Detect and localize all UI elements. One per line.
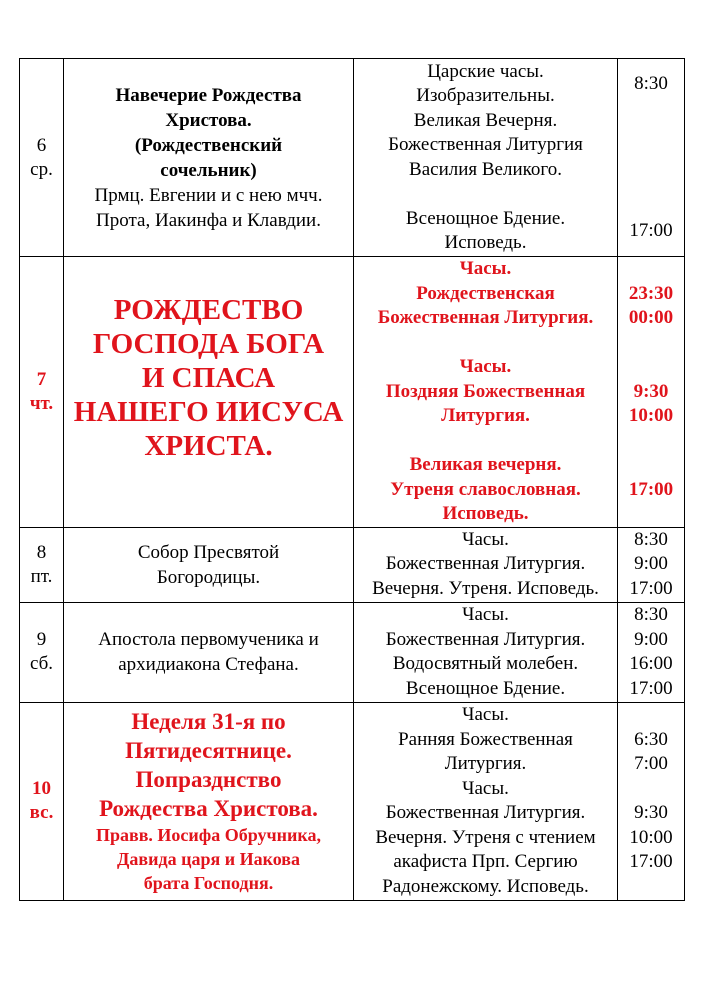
times-cell	[618, 59, 685, 257]
service-line: акафиста Прп. Сергию	[393, 851, 578, 872]
table-row	[20, 257, 685, 528]
service-line: Часы.	[459, 258, 512, 279]
time-value: 17:00	[629, 677, 673, 699]
service-line: Великая вечерня.	[409, 454, 562, 475]
time-value: 17:00	[629, 851, 673, 872]
feast-title: Пятидесятнице.	[125, 738, 292, 763]
day-number: 6	[36, 134, 47, 156]
feast-subtitle: Правв. Иосифа Обручника,	[95, 825, 322, 845]
service-line: Исповедь.	[444, 232, 527, 253]
service-line: Поздняя Божественная	[385, 380, 586, 402]
day-number: 10	[32, 778, 51, 799]
feast-cell	[64, 527, 354, 602]
day-number: 9	[36, 629, 47, 650]
service-line: Исповедь.	[442, 503, 529, 524]
services-cell	[354, 702, 618, 900]
time-value: 17:00	[629, 577, 673, 599]
weekday: вс.	[29, 802, 54, 823]
service-line: Часы.	[462, 528, 509, 550]
feast-subtitle: Прмц. Евгении и с нею мчч.	[94, 184, 323, 206]
service-line: Часы.	[462, 604, 509, 625]
table-row	[20, 602, 685, 702]
feast-title: Христова.	[165, 109, 252, 131]
feast-title: И СПАСА	[141, 362, 276, 394]
table-row	[20, 527, 685, 602]
time-value: 8:30	[634, 604, 668, 625]
time-value: 8:30	[634, 528, 668, 550]
feast-title: ХРИСТА.	[144, 430, 273, 462]
times-cell	[618, 702, 685, 900]
service-line: Ранняя Божественная	[398, 728, 573, 750]
time-value: 7:00	[634, 753, 668, 774]
service-line: Вечерня. Утреня. Исповедь.	[372, 577, 599, 599]
service-line: Рождественская	[416, 282, 555, 304]
service-line: Царские часы.	[427, 60, 544, 82]
services-cell	[354, 59, 618, 257]
service-line: Божественная Литургия.	[385, 553, 586, 575]
feast-subtitle: брата Господня.	[143, 873, 274, 893]
date-cell	[20, 527, 64, 602]
feast-cell	[64, 257, 354, 528]
feast-cell	[64, 602, 354, 702]
feast-title: Богородицы.	[156, 566, 261, 588]
date-cell	[20, 602, 64, 702]
service-line: Часы.	[459, 356, 512, 377]
service-line: Литургия.	[441, 405, 530, 426]
feast-title: архидиакона Стефана.	[118, 654, 299, 675]
times-cell	[618, 602, 685, 702]
feast-title: Апостола первомученика и	[98, 629, 319, 650]
feast-title: Рождества Христова.	[99, 796, 318, 821]
service-line: Василия Великого.	[409, 158, 562, 180]
service-line: Божественная Литургия.	[385, 802, 586, 823]
service-line: Часы.	[462, 777, 509, 799]
date-cell	[20, 59, 64, 257]
weekday: пт.	[30, 565, 53, 587]
day-number: 8	[36, 541, 47, 563]
feast-title: Попразднство	[135, 767, 282, 792]
service-line: Вечерня. Утреня с чтением	[375, 826, 596, 848]
services-cell	[354, 527, 618, 602]
day-number: 7	[36, 368, 47, 390]
time-value: 17:00	[628, 478, 674, 500]
service-line: Всенощное Бдение.	[405, 677, 566, 699]
service-line: Божественная Литургия	[388, 134, 583, 155]
time-value: 9:30	[634, 802, 668, 823]
feast-cell	[64, 702, 354, 900]
time-value: 9:00	[634, 628, 668, 650]
date-cell	[20, 257, 64, 528]
feast-title: ГОСПОДА БОГА	[92, 328, 325, 360]
time-value: 10:00	[629, 826, 673, 848]
feast-title: РОЖДЕСТВО	[113, 294, 304, 326]
date-cell	[20, 702, 64, 900]
feast-cell	[64, 59, 354, 257]
time-value: 16:00	[629, 653, 673, 674]
spacer	[354, 182, 617, 207]
feast-title: (Рождественский	[134, 134, 283, 156]
feast-title: Неделя 31-я по	[131, 709, 286, 734]
service-line: Водосвятный молебен.	[392, 653, 579, 674]
service-line: Часы.	[462, 704, 509, 725]
time-value: 9:00	[634, 553, 668, 575]
service-line: Литургия.	[444, 753, 527, 774]
service-line: Великая Вечерня.	[413, 109, 558, 131]
times-cell	[618, 527, 685, 602]
weekday: ср.	[30, 158, 53, 180]
weekday: сб.	[29, 653, 54, 674]
feast-title: Собор Пресвятой	[137, 541, 280, 563]
feast-subtitle: Давида царя и Иакова	[117, 849, 300, 869]
service-line: Радонежскому. Исповедь.	[382, 875, 589, 897]
feast-title: сочельник)	[160, 159, 257, 181]
weekday: чт.	[29, 392, 54, 414]
time-value: 6:30	[634, 728, 668, 750]
feast-title: Навечерие Рождества	[115, 84, 302, 106]
service-line: Изобразительны.	[416, 85, 555, 106]
services-cell	[354, 602, 618, 702]
time-value: 00:00	[628, 307, 674, 328]
table-row	[20, 702, 685, 900]
service-line: Божественная Литургия.	[385, 628, 586, 650]
time-value: 23:30	[628, 282, 674, 304]
table-row	[20, 59, 685, 257]
service-line: Божественная Литургия.	[377, 307, 594, 328]
services-cell	[354, 257, 618, 528]
time-value: 8:30	[634, 72, 668, 94]
service-line: Всенощное Бдение.	[405, 207, 566, 229]
schedule-table	[19, 58, 685, 901]
time-value: 9:30	[633, 380, 669, 402]
service-line: Утреня славословная.	[390, 478, 581, 500]
feast-title: НАШЕГО ИИСУСА	[73, 396, 344, 428]
time-value: 17:00	[629, 219, 673, 241]
feast-subtitle: Прота, Иакинфа и Клавдии.	[96, 209, 321, 231]
times-cell	[618, 257, 685, 528]
time-value: 10:00	[628, 405, 674, 426]
